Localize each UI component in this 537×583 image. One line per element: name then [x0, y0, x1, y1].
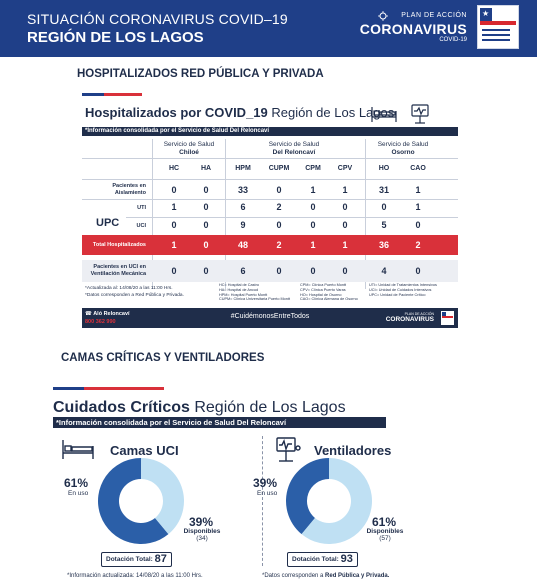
row-label-aislamiento: Pacientes en Aislamiento	[112, 183, 146, 196]
table-cell: 2	[276, 240, 282, 250]
panel-divider	[262, 436, 263, 566]
col-cao: CAO	[410, 165, 426, 172]
brand-sub: COVID-19	[439, 37, 467, 43]
table-cell: 0	[276, 266, 282, 276]
info-bar: *Información consolidada por el Servicio de Salud Del Reloncaví	[82, 127, 458, 136]
table-cell: 2	[276, 202, 282, 212]
table-cell: 1	[415, 202, 421, 212]
hospitalizados-infographic	[82, 93, 458, 328]
col-cupm: CUPM	[268, 165, 290, 172]
table-cell: 0	[276, 185, 282, 195]
brand-plan: PLAN DE ACCIÓN	[401, 12, 467, 19]
brand-block	[360, 12, 467, 43]
row-label-ventilacion: Pacientes en UCI en Ventilación Mecánica	[90, 264, 146, 277]
row-label-total: Total Hospitalizados	[92, 242, 146, 248]
table-cell: 0	[310, 202, 316, 212]
note-datos: *Datos corresponden a Red Pública y Privada.	[262, 573, 390, 579]
row-label-uti: UTI	[137, 205, 146, 211]
table-cell: 1	[310, 185, 316, 195]
col-cpm: CPM	[305, 165, 321, 172]
legend-col2: CPM= Clínica Puerto Montt CPV= Clínica Puerto Varas HO= Hospital de Osorno CAO= Clínica Alemana de Osorno	[300, 283, 358, 302]
header-title-line1: SITUACIÓN CORONAVIRUS COVID–19	[27, 11, 288, 27]
table-cell: 1	[171, 202, 177, 212]
table-cell: 0	[342, 202, 348, 212]
header-title-line2: REGIÓN DE LOS LAGOS	[27, 29, 204, 46]
table-cell: 2	[415, 240, 421, 250]
table-cell: 36	[378, 240, 389, 250]
table-cell: 31	[378, 185, 389, 195]
table-cell: 0	[415, 266, 421, 276]
table-cell: 0	[203, 220, 209, 230]
service-header-reloncavi: Servicio de Salud Del Reloncaví	[268, 141, 320, 156]
footnote-block	[85, 286, 184, 299]
hospital-bed-icon	[371, 105, 397, 123]
table-cell: 0	[310, 220, 316, 230]
government-logo-small	[441, 311, 454, 325]
table-cell: 0	[203, 240, 209, 250]
star-icon: ★	[482, 9, 490, 18]
hospitalizados-table	[82, 139, 458, 289]
table-cell: 0	[203, 185, 209, 195]
critical-care-title: Cuidados Críticos Región de Los Lagos	[53, 399, 346, 416]
vent-free-pct: 61%	[372, 515, 397, 529]
government-logo	[477, 5, 519, 49]
uci-dotacion-total: Dotación Total: 87	[101, 552, 172, 567]
table-cell: 0	[310, 266, 316, 276]
table-cell: 0	[203, 202, 209, 212]
vent-donut-chart	[284, 456, 374, 546]
footnote-datos: *Datos corresponden a Red Pública y Privada.	[85, 292, 184, 298]
table-cell: 4	[381, 266, 387, 276]
infographic-footer-bar	[82, 308, 458, 328]
brand-small: PLAN DE ACCIÓN CORONAVIRUS	[385, 312, 434, 323]
vent-title: Ventiladores	[314, 443, 392, 458]
legend-col3: UTI= Unidad de Tratamientos Intensivos UCI= Unidad de Cuidados Intensivos UPC= Unidad de Paciente Crítico	[369, 283, 437, 297]
uci-free-label: Disponibles (34)	[183, 528, 221, 542]
table-cell: 0	[203, 266, 209, 276]
table-cell: 5	[381, 220, 387, 230]
col-ha: HA	[200, 165, 212, 172]
col-hpm: HPM	[235, 165, 251, 172]
table-cell: 1	[310, 240, 316, 250]
section-title-hospitalizados: HOSPITALIZADOS RED PÚBLICA Y PRIVADA	[77, 68, 324, 80]
table-cell: 0	[171, 220, 177, 230]
uci-free-pct: 39%	[189, 515, 214, 529]
alo-number: 800 362 990	[85, 319, 116, 325]
alo-reloncavi: ☎ Aló Reloncaví	[85, 311, 130, 317]
row-label-uci: UCI	[136, 223, 146, 229]
service-header-chiloe: Servicio de Salud Chiloé	[163, 141, 215, 156]
section-title-camas: CAMAS CRÍTICAS Y VENTILADORES	[61, 352, 265, 364]
legend-col1: HC= Hospital de Castro HA= Hospital de Ancud HPM= Hospital Puerto Montt CUPM= Clínica Universitaria Puerto Montt	[219, 283, 291, 302]
vent-used-label: En uso	[257, 490, 278, 497]
table-cell: 1	[415, 185, 421, 195]
table-cell: 0	[342, 220, 348, 230]
uci-title: Camas UCI	[110, 443, 179, 458]
table-cell: 6	[240, 266, 246, 276]
table-cell: 0	[342, 266, 348, 276]
uci-used-pct: 61%	[64, 476, 89, 490]
brand-name: CORONAVIRUS	[359, 21, 467, 37]
hospitalizados-title: Hospitalizados por COVID_19 Región de Los Lagos	[85, 105, 395, 120]
table-cell: 0	[276, 220, 282, 230]
uci-donut-chart	[96, 456, 186, 546]
note-actualizada: *Información actualizada: 14/08/20 a las 11:00 Hrs.	[67, 573, 203, 579]
col-ho: HO	[378, 165, 390, 172]
table-cell: 48	[237, 240, 248, 250]
table-cell: 0	[171, 185, 177, 195]
critical-info-bar: *Información consolidada por el Servicio de Salud Del Reloncaví	[53, 417, 386, 428]
vent-free-label: Disponibles (57)	[366, 528, 404, 542]
col-cpv: CPV	[337, 165, 353, 172]
footnote-actualizada: *Actualizada al: 14/08/20 a las 11:00 Hrs.	[85, 286, 173, 291]
uci-used-label: En uso	[68, 490, 89, 497]
table-cell: 1	[342, 240, 348, 250]
table-cell: 33	[237, 185, 248, 195]
upc-label: UPC	[96, 217, 120, 229]
monitor-icon	[410, 103, 432, 125]
hashtag: #CuidémonosEntreTodos	[230, 313, 310, 320]
table-cell: 1	[342, 185, 348, 195]
phone-icon: ☎	[85, 311, 92, 317]
table-cell: 0	[171, 266, 177, 276]
service-header-osorno: Servicio de Salud Osorno	[377, 141, 429, 156]
vent-used-pct: 39%	[253, 476, 278, 490]
hospital-bed-icon	[62, 438, 94, 460]
table-cell: 0	[381, 202, 387, 212]
table-cell: 6	[240, 202, 246, 212]
col-hc: HC	[168, 165, 180, 172]
table-cell: 1	[171, 240, 177, 250]
header-banner	[0, 0, 537, 57]
vent-dotacion-total: Dotación Total: 93	[287, 552, 358, 567]
table-cell: 0	[415, 220, 421, 230]
table-cell: 9	[240, 220, 246, 230]
